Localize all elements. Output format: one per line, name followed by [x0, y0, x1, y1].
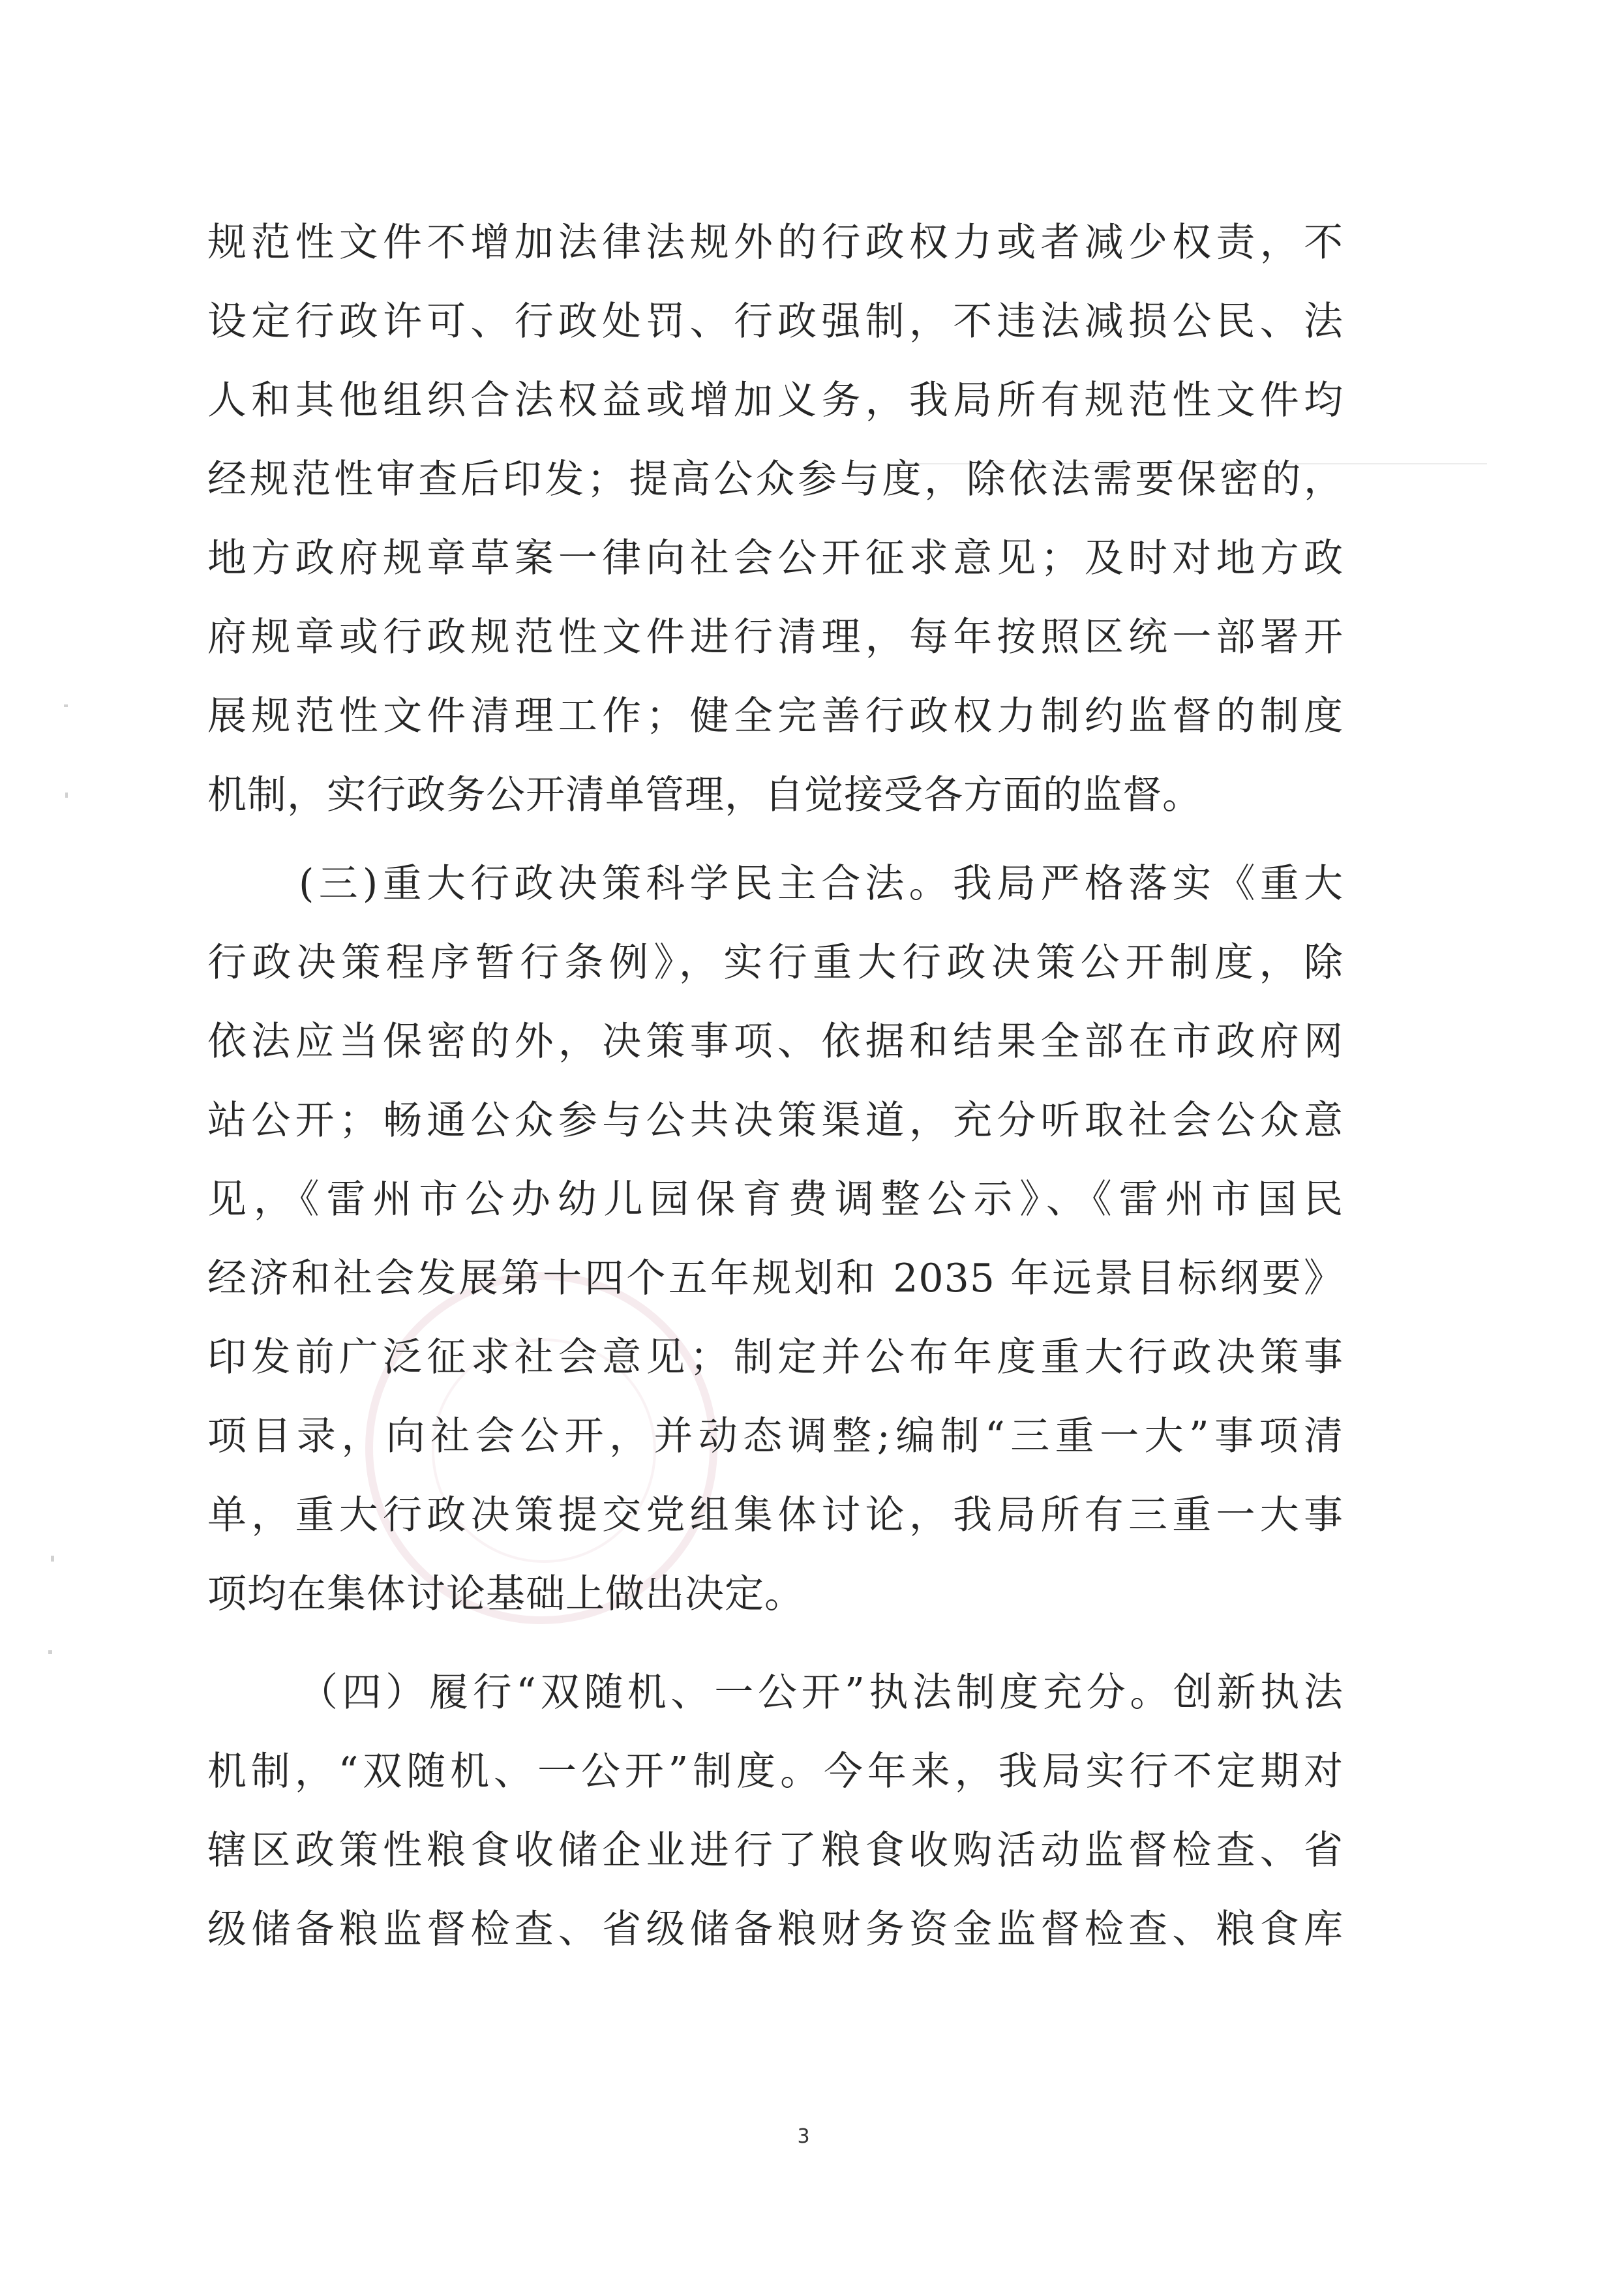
body-line: 府规章或行政规范性文件进行清理，每年按照区统一部署开: [207, 614, 1344, 660]
body-line: 展规范性文件清理工作；健全完善行政权力制约监督的制度: [207, 693, 1344, 739]
page-number: 3: [797, 2125, 810, 2148]
body-line: 规范性文件不增加法律法规外的行政权力或者减少权责，不: [207, 220, 1344, 265]
body-line: 印发前广泛征求社会意见；制定并公布年度重大行政决策事: [207, 1335, 1344, 1380]
body-line: 辖区政策性粮食收储企业进行了粮食收购活动监督检查、省: [207, 1828, 1344, 1873]
body-line: 机制，“双随机、一公开”制度。今年来，我局实行不定期对: [207, 1749, 1344, 1794]
scan-speck: [48, 1650, 52, 1654]
body-line: 级储备粮监督检查、省级储备粮财务资金监督检查、粮食库: [207, 1907, 1344, 1952]
section-heading-line: (三)重大行政决策科学民主合法。我局严格落实《重大: [299, 861, 1344, 907]
body-line: 单，重大行政决策提交党组集体讨论，我局所有三重一大事: [207, 1492, 1344, 1538]
scan-speck: [65, 793, 68, 798]
body-line: 依法应当保密的外，决策事项、依据和结果全部在市政府网: [207, 1019, 1344, 1065]
body-line: 经规范性审查后印发；提高公众参与度，除依法需要保密的，: [207, 457, 1344, 502]
body-line: 机制，实行政务公开清单管理，自觉接受各方面的监督。: [207, 772, 1202, 818]
section-heading-line: （四）履行“双随机、一公开”执法制度充分。创新执法: [299, 1670, 1344, 1715]
scan-speck: [64, 704, 68, 707]
body-line: 见，《雷州市公办幼儿园保育费调整公示》、《雷州市国民: [207, 1177, 1344, 1222]
body-line: 站公开；畅通公众参与公共决策渠道，充分听取社会公众意: [207, 1098, 1344, 1143]
body-line: 人和其他组织合法权益或增加义务，我局所有规范性文件均: [207, 378, 1344, 423]
body-line: 项目录，向社会公开，并动态调整;编制“三重一大”事项清: [207, 1413, 1344, 1459]
body-line: 经济和社会发展第十四个五年规划和 2035 年远景目标纲要》: [207, 1256, 1344, 1301]
body-line: 项均在集体讨论基础上做出决定。: [207, 1571, 804, 1617]
body-line: 设定行政许可、行政处罚、行政强制，不违法减损公民、法: [207, 299, 1344, 344]
body-line: 地方政府规章草案一律向社会公开征求意见；及时对地方政: [207, 536, 1344, 581]
scan-speck: [51, 1556, 54, 1562]
body-line: 行政决策程序暂行条例》，实行重大行政决策公开制度，除: [207, 940, 1344, 986]
